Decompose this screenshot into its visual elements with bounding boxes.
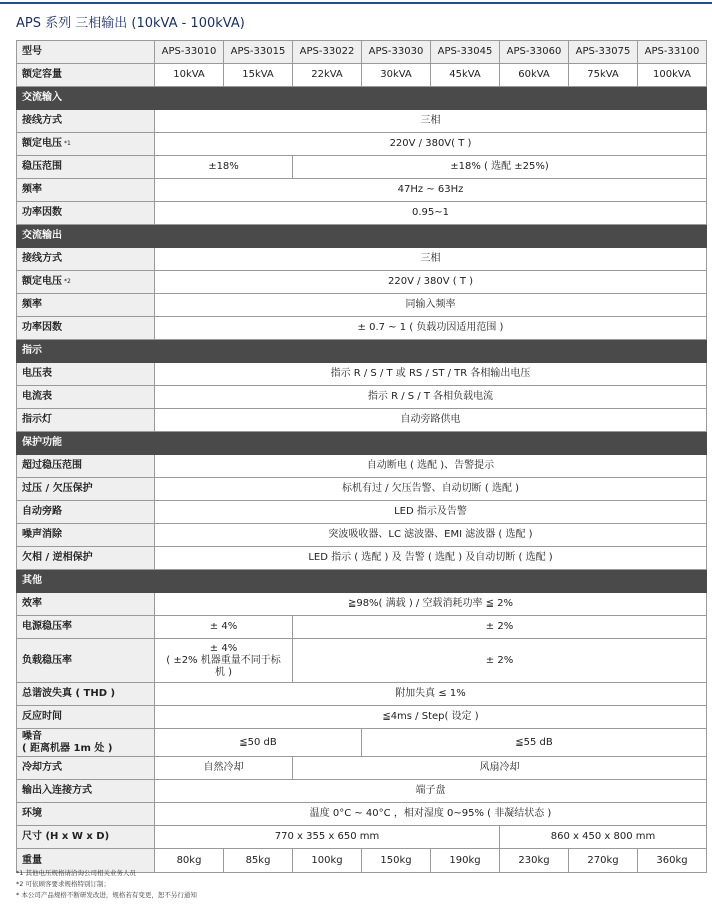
table-row [17,780,707,803]
section-title: 指示 [17,340,707,363]
weight-cell: 360kg [638,849,707,873]
table-row [17,271,707,294]
table-row [17,757,707,780]
row-label: 过压 / 欠压保护 [17,478,155,501]
row-label: 效率 [17,593,155,616]
row-label-text: ( 距离机器 1m 处 ) [22,742,113,754]
row-label: 重量 [17,849,155,873]
row-label: 指示灯 [17,409,155,432]
table-row [17,639,707,683]
row-label: 总谐波失真 ( THD ) [17,683,155,706]
row-label: 稳压范围 [17,156,155,179]
model-label: 型号 [17,41,155,64]
row-value: ≦4ms / Step( 设定 ) [155,706,707,729]
row-value: 指示 R / S / T 或 RS / ST / TR 各相输出电压 [155,363,707,386]
row-value: 同输入频率 [155,294,707,317]
table-row [17,294,707,317]
row-value: ±18% [155,156,293,179]
row-value: 860 x 450 x 800 mm [500,826,707,849]
row-label: 冷却方式 [17,757,155,780]
table-row [17,248,707,271]
weight-cell: 85kg [224,849,293,873]
row-label: 环境 [17,803,155,826]
table-row [17,363,707,386]
footnote: * 本公司产品规格不断研发改进，规格若有变更，恕不另行通知 [16,891,197,899]
model-cell: APS-33100 [638,41,707,64]
footnote-mark: *2 [64,278,71,285]
row-value: 三相 [155,110,707,133]
table-row [17,478,707,501]
weight-cell: 100kg [293,849,362,873]
row-value: 标机有过 / 欠压告警、自动切断 ( 选配 ) [155,478,707,501]
section-others [17,570,707,593]
row-value: LED 指示 ( 选配 ) 及 告警 ( 选配 ) 及自动切断 ( 选配 ) [155,547,707,570]
row-value: 风扇冷却 [293,757,707,780]
row-label: 超过稳压范围 [17,455,155,478]
table-row [17,593,707,616]
row-label: 电压表 [17,363,155,386]
capacity-cell: 60kVA [500,64,569,87]
row-label: 噪声消除 [17,524,155,547]
row-value: 自动旁路供电 [155,409,707,432]
weight-cell: 190kg [431,849,500,873]
row-label-text: 额定电压 [22,138,62,149]
row-value: ±18% ( 选配 ±25%) [293,156,707,179]
row-value: 220V / 380V ( T ) [155,271,707,294]
model-cell: APS-33060 [500,41,569,64]
table-row [17,110,707,133]
section-title: 保护功能 [17,432,707,455]
capacity-label: 额定容量 [17,64,155,87]
table-row [17,133,707,156]
row-value: 指示 R / S / T 各相负载电流 [155,386,707,409]
row-label: 反应时间 [17,706,155,729]
row-label: 功率因数 [17,317,155,340]
row-value: 47Hz ~ 63Hz [155,179,707,202]
row-label: 接线方式 [17,110,155,133]
row-label: 尺寸 (H x W x D) [17,826,155,849]
table-row [17,179,707,202]
model-cell: APS-33010 [155,41,224,64]
table-row [17,616,707,639]
table-row [17,455,707,478]
row-label [17,729,155,757]
row-label: 频率 [17,294,155,317]
table-row [17,202,707,225]
capacity-cell: 30kVA [362,64,431,87]
load-reg-note: ( ±2% 机器重量不同于标机 ) [166,654,281,678]
row-value: ≧98%( 满载 ) / 空载消耗功率 ≦ 2% [155,593,707,616]
model-cell: APS-33022 [293,41,362,64]
row-value: LED 指示及告警 [155,501,707,524]
row-value: 770 x 355 x 650 mm [155,826,500,849]
table-row [17,524,707,547]
row-value: ± 2% [293,639,707,683]
footnotes [16,868,197,901]
table-row [17,317,707,340]
row-label: 欠相 / 逆相保护 [17,547,155,570]
section-ac-output [17,225,707,248]
table-row [17,547,707,570]
row-label: 频率 [17,179,155,202]
model-cell: APS-33075 [569,41,638,64]
row-label: 接线方式 [17,248,155,271]
capacity-cell: 100kVA [638,64,707,87]
row-value: 三相 [155,248,707,271]
row-value: 温度 0°C ~ 40°C ，相对湿度 0~95% ( 非凝结状态 ) [155,803,707,826]
footnote: *2 可依顾客要求规格特别订制； [16,880,110,888]
table-row [17,706,707,729]
row-label: 电源稳压率 [17,616,155,639]
row-value: 220V / 380V( T ) [155,133,707,156]
table-row [17,683,707,706]
row-value: 附加失真 ≤ 1% [155,683,707,706]
row-value [155,639,293,683]
table-row [17,803,707,826]
table-row [17,729,707,757]
row-value: 端子盘 [155,780,707,803]
section-title: 其他 [17,570,707,593]
section-title: 交流输入 [17,87,707,110]
page-title: APS 系列 三相输出 (10kVA - 100kVA) [16,16,245,31]
model-cell: APS-33015 [224,41,293,64]
load-reg-value: ± 4% [209,642,238,654]
table-row [17,156,707,179]
footnote: *1 其他电压规格请洽询公司相关业务人员 [16,869,136,877]
table-row [17,386,707,409]
row-value: 自动断电 ( 选配 )、告警提示 [155,455,707,478]
capacity-cell: 10kVA [155,64,224,87]
row-label: 功率因数 [17,202,155,225]
top-rule [0,2,712,4]
row-label-text: 额定电压 [22,276,62,287]
section-indicator [17,340,707,363]
row-label-text: 噪音 [22,730,42,742]
table-row [17,409,707,432]
section-title: 交流输出 [17,225,707,248]
row-label: 自动旁路 [17,501,155,524]
capacity-cell: 75kVA [569,64,638,87]
row-label [17,133,155,156]
row-value: 突波吸收器、LC 滤波器、EMI 滤波器 ( 选配 ) [155,524,707,547]
row-value: ± 4% [155,616,293,639]
spec-table [16,40,707,873]
row-label: 负载稳压率 [17,639,155,683]
capacity-cell: 45kVA [431,64,500,87]
weight-cell: 80kg [155,849,224,873]
section-protection [17,432,707,455]
row-label: 输出入连接方式 [17,780,155,803]
table-row [17,501,707,524]
model-cell: APS-33030 [362,41,431,64]
row-value: 自然冷却 [155,757,293,780]
weight-cell: 150kg [362,849,431,873]
row-label: 电流表 [17,386,155,409]
capacity-cell: 15kVA [224,64,293,87]
row-label [17,271,155,294]
row-value: ≦55 dB [362,729,707,757]
model-row [17,41,707,64]
row-value: ≦50 dB [155,729,362,757]
table-row [17,826,707,849]
footnote-mark: *1 [64,140,71,147]
row-value: 0.95~1 [155,202,707,225]
row-value: ± 0.7 ~ 1 ( 负载功因适用范围 ) [155,317,707,340]
weight-cell: 270kg [569,849,638,873]
capacity-row [17,64,707,87]
section-ac-input [17,87,707,110]
row-value: ± 2% [293,616,707,639]
model-cell: APS-33045 [431,41,500,64]
weight-cell: 230kg [500,849,569,873]
capacity-cell: 22kVA [293,64,362,87]
